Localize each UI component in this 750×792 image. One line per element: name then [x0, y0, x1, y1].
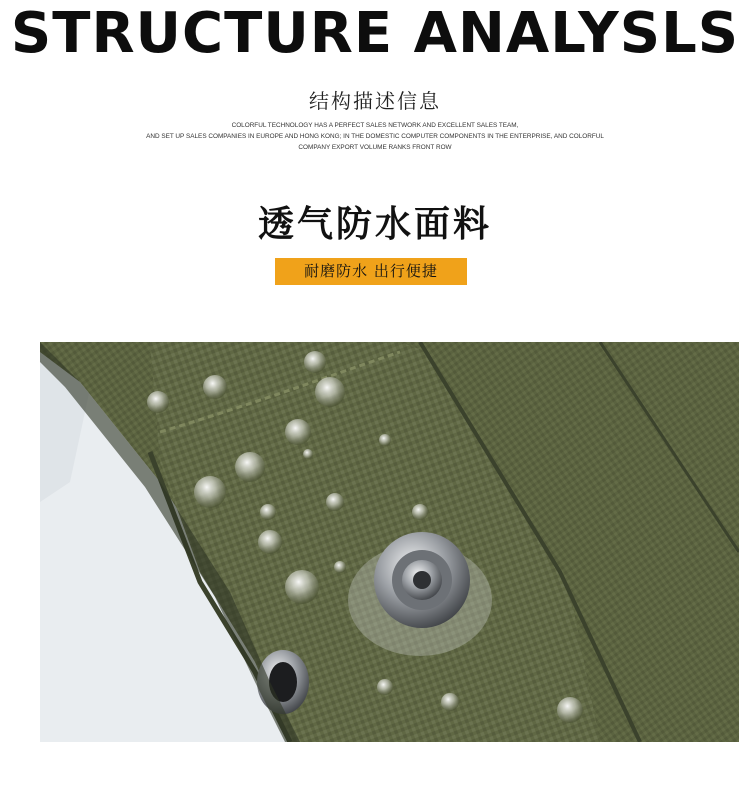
section-subtitle: 结构描述信息	[309, 89, 441, 113]
english-description	[130, 120, 620, 153]
product-photo	[40, 342, 739, 742]
english-line: AND SET UP SALES COMPANIES IN EUROPE AND HONG KONG; IN THE DOMESTIC COMPUTER COMPONENTS IN THE ENTERPRISE, AND COLORFUL	[146, 133, 604, 140]
feature-title: 透气防水面料	[257, 204, 492, 245]
feature-tag: 耐磨防水 出行便捷	[275, 258, 467, 285]
english-line: COLORFUL TECHNOLOGY HAS A PERFECT SALES NETWORK AND EXCELLENT SALES TEAM,	[231, 122, 519, 129]
fabric-illustration	[40, 342, 739, 742]
page-title: STRUCTURE ANALYSLS	[10, 1, 740, 66]
english-line: COMPANY EXPORT VOLUME RANKS FRONT ROW	[298, 144, 452, 151]
